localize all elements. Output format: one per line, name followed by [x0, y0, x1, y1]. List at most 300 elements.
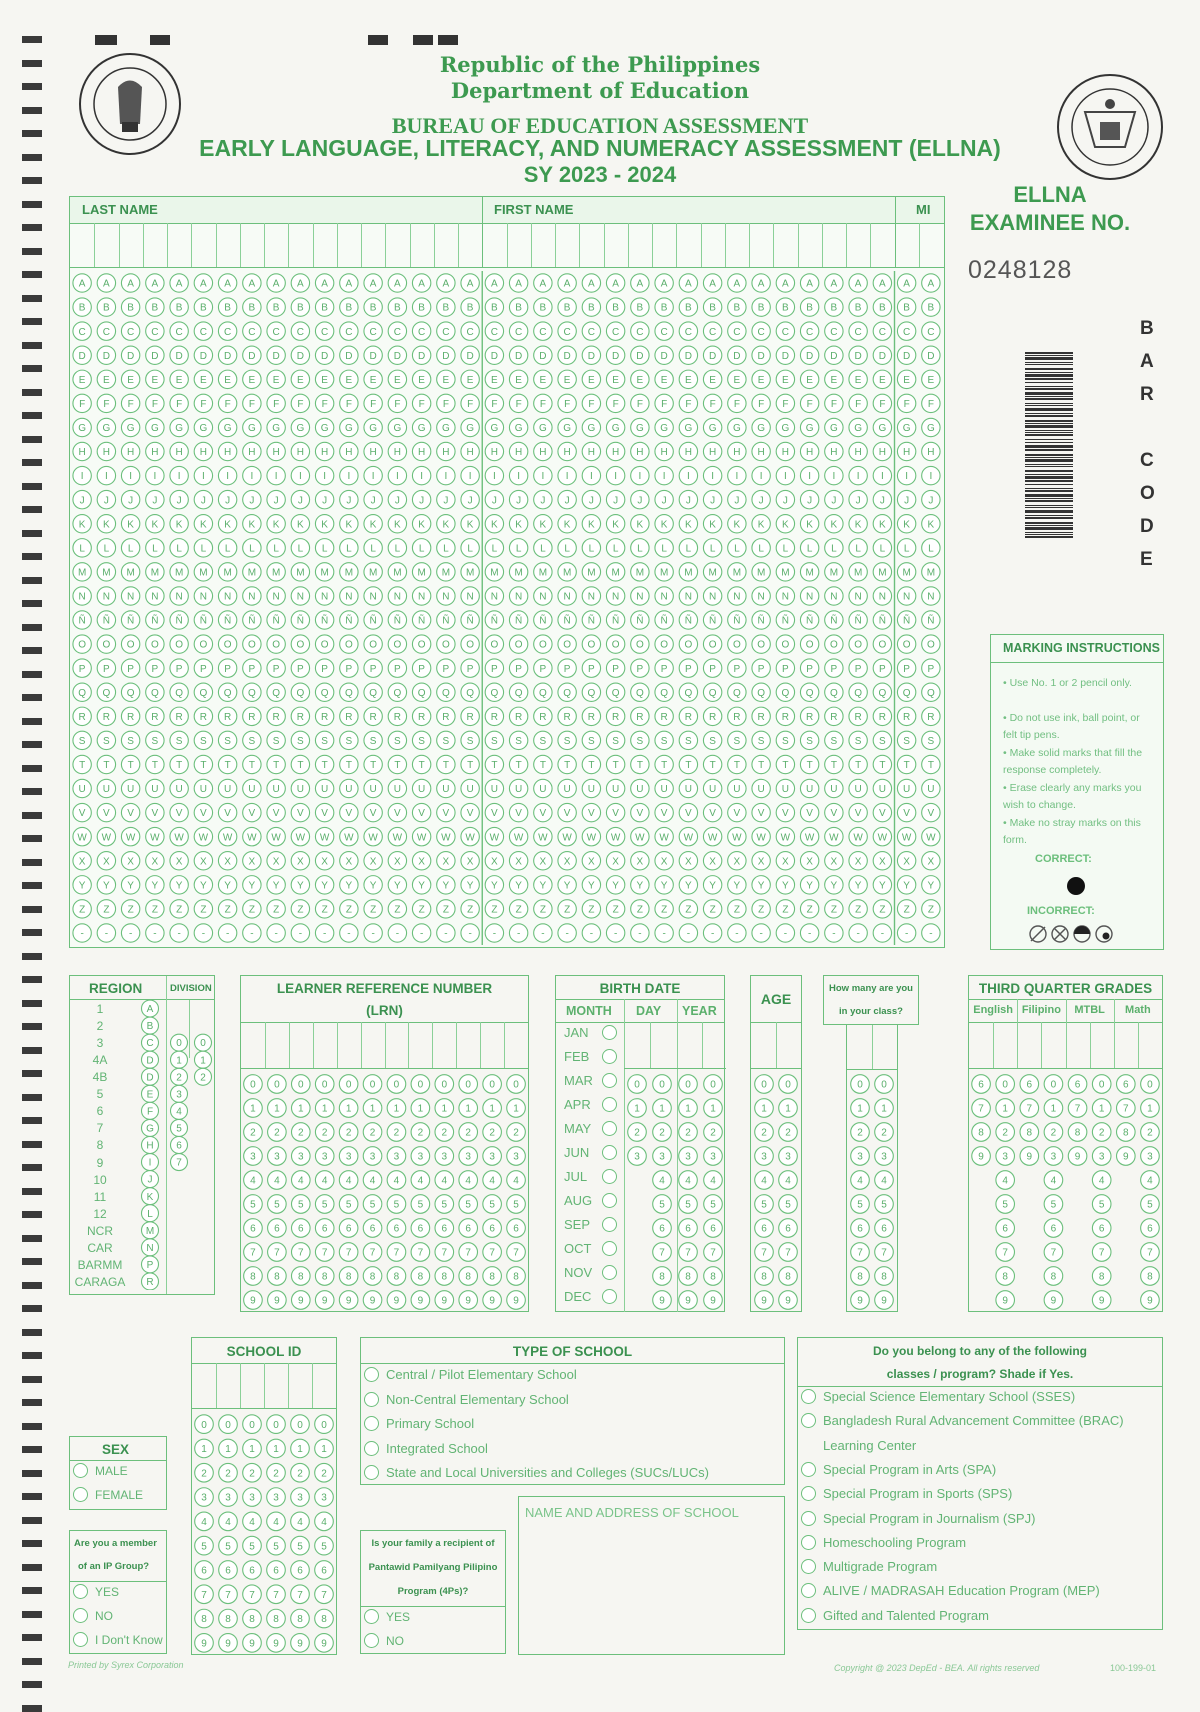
name-bubble-I[interactable]	[655, 466, 673, 484]
name-bubble-W[interactable]	[291, 827, 309, 845]
name-bubble-U[interactable]	[437, 779, 455, 797]
name-letter-cell[interactable]	[361, 223, 385, 267]
name-bubble-U[interactable]	[243, 779, 261, 797]
name-bubble-V[interactable]	[582, 803, 600, 821]
name-bubble-B[interactable]	[97, 298, 115, 316]
name-bubble-D[interactable]	[703, 346, 721, 364]
lrn-bubble[interactable]	[459, 1243, 478, 1262]
name-bubble-C[interactable]	[485, 322, 503, 340]
month-bubble[interactable]	[602, 1193, 617, 1208]
name-bubble-R[interactable]	[849, 707, 867, 725]
radio-bubble[interactable]	[801, 1511, 816, 1526]
name-bubble-X[interactable]	[73, 852, 91, 870]
name-bubble-H[interactable]	[582, 442, 600, 460]
name-bubble-J[interactable]	[267, 490, 285, 508]
name-bubble-H[interactable]	[655, 442, 673, 460]
name-bubble-J[interactable]	[800, 490, 818, 508]
name-bubble-M[interactable]	[849, 563, 867, 581]
name-bubble-C[interactable]	[655, 322, 673, 340]
birth-digit-bubble[interactable]	[653, 1075, 672, 1094]
school-type-option[interactable]	[364, 1465, 709, 1480]
name-bubble-P[interactable]	[655, 659, 673, 677]
name-bubble-M[interactable]	[825, 563, 843, 581]
name-bubble-G[interactable]	[73, 418, 91, 436]
name-bubble-J[interactable]	[509, 490, 527, 508]
name-bubble-T[interactable]	[73, 755, 91, 773]
name-bubble-D[interactable]	[121, 346, 139, 364]
name-bubble-A[interactable]	[340, 274, 358, 292]
lrn-bubble[interactable]	[387, 1147, 406, 1166]
name-bubble-F[interactable]	[412, 394, 430, 412]
name-bubble-I[interactable]	[437, 466, 455, 484]
name-bubble-U[interactable]	[291, 779, 309, 797]
name-bubble-D[interactable]	[340, 346, 358, 364]
name-bubble-V[interactable]	[315, 803, 333, 821]
name-bubble-P[interactable]	[631, 659, 649, 677]
name-bubble-Z[interactable]	[461, 900, 479, 918]
name-bubble-T[interactable]	[679, 755, 697, 773]
school-id-cell[interactable]	[288, 1363, 312, 1408]
name-bubble-K[interactable]	[509, 515, 527, 533]
name-letter-cell[interactable]	[337, 223, 361, 267]
name-bubble-Q[interactable]	[922, 683, 940, 701]
lrn-bubble[interactable]	[291, 1147, 310, 1166]
name-bubble-B[interactable]	[437, 298, 455, 316]
name-bubble-T[interactable]	[582, 755, 600, 773]
name-bubble-K[interactable]	[897, 515, 915, 533]
school-id-bubble[interactable]	[195, 1561, 214, 1580]
name-bubble-D[interactable]	[800, 346, 818, 364]
lrn-bubble[interactable]	[339, 1267, 358, 1286]
name-bubble-I[interactable]	[509, 466, 527, 484]
name-bubble--[interactable]	[146, 924, 164, 942]
name-bubble-P[interactable]	[558, 659, 576, 677]
name-bubble-A[interactable]	[825, 274, 843, 292]
name-bubble-T[interactable]	[461, 755, 479, 773]
name-bubble-K[interactable]	[73, 515, 91, 533]
name-bubble-B[interactable]	[194, 298, 212, 316]
name-bubble-F[interactable]	[121, 394, 139, 412]
name-bubble-B[interactable]	[412, 298, 430, 316]
name-bubble-K[interactable]	[776, 515, 794, 533]
name-bubble-T[interactable]	[873, 755, 891, 773]
name-bubble-N[interactable]	[218, 587, 236, 605]
name-bubble-A[interactable]	[873, 274, 891, 292]
lrn-digit-cell[interactable]	[408, 1022, 432, 1068]
name-bubble-D[interactable]	[679, 346, 697, 364]
lrn-bubble[interactable]	[459, 1219, 478, 1238]
name-bubble-M[interactable]	[655, 563, 673, 581]
program-option[interactable]	[801, 1511, 1035, 1526]
name-bubble-M[interactable]	[922, 563, 940, 581]
name-bubble-P[interactable]	[752, 659, 770, 677]
name-bubble--[interactable]	[606, 924, 624, 942]
name-bubble-T[interactable]	[388, 755, 406, 773]
name-bubble-E[interactable]	[146, 370, 164, 388]
lrn-bubble[interactable]	[411, 1243, 430, 1262]
name-bubble-F[interactable]	[97, 394, 115, 412]
name-bubble-E[interactable]	[97, 370, 115, 388]
name-bubble-E[interactable]	[315, 370, 333, 388]
radio-bubble[interactable]	[73, 1632, 88, 1647]
name-bubble-O[interactable]	[897, 635, 915, 653]
name-bubble-L[interactable]	[388, 539, 406, 557]
name-bubble-A[interactable]	[146, 274, 164, 292]
lrn-bubble[interactable]	[291, 1267, 310, 1286]
grade-ones-bubble[interactable]	[1141, 1243, 1160, 1262]
name-bubble-S[interactable]	[703, 731, 721, 749]
name-bubble--[interactable]	[243, 924, 261, 942]
name-bubble-W[interactable]	[121, 827, 139, 845]
name-bubble-G[interactable]	[485, 418, 503, 436]
lrn-bubble[interactable]	[507, 1291, 526, 1310]
name-bubble-Q[interactable]	[631, 683, 649, 701]
lrn-bubble[interactable]	[483, 1243, 502, 1262]
name-bubble-U[interactable]	[267, 779, 285, 797]
name-bubble-I[interactable]	[752, 466, 770, 484]
name-bubble-R[interactable]	[412, 707, 430, 725]
school-id-bubble[interactable]	[315, 1415, 334, 1434]
name-bubble-E[interactable]	[437, 370, 455, 388]
birth-day-year-bubbles[interactable]	[624, 1072, 726, 1312]
name-bubble--[interactable]	[776, 924, 794, 942]
name-bubble-N[interactable]	[728, 587, 746, 605]
name-bubble-V[interactable]	[897, 803, 915, 821]
name-bubble-V[interactable]	[146, 803, 164, 821]
name-bubble-G[interactable]	[194, 418, 212, 436]
name-bubble-K[interactable]	[218, 515, 236, 533]
name-bubble-B[interactable]	[388, 298, 406, 316]
name-bubble-V[interactable]	[922, 803, 940, 821]
month-bubble[interactable]	[602, 1073, 617, 1088]
age-bubble[interactable]	[779, 1195, 798, 1214]
name-bubble-S[interactable]	[437, 731, 455, 749]
name-bubble-R[interactable]	[534, 707, 552, 725]
lrn-bubble[interactable]	[363, 1075, 382, 1094]
name-bubble-L[interactable]	[558, 539, 576, 557]
name-bubble-C[interactable]	[412, 322, 430, 340]
name-bubble-F[interactable]	[897, 394, 915, 412]
name-letter-cell[interactable]	[143, 223, 167, 267]
name-bubble-F[interactable]	[776, 394, 794, 412]
name-bubble-F[interactable]	[170, 394, 188, 412]
lrn-bubble[interactable]	[507, 1147, 526, 1166]
region-bubble[interactable]	[142, 1068, 159, 1085]
name-bubble-D[interactable]	[73, 346, 91, 364]
name-bubble-K[interactable]	[679, 515, 697, 533]
lrn-bubble[interactable]	[411, 1123, 430, 1142]
name-bubble-K[interactable]	[558, 515, 576, 533]
birth-digit-bubble[interactable]	[653, 1099, 672, 1118]
name-bubble-Z[interactable]	[655, 900, 673, 918]
name-bubble-I[interactable]	[582, 466, 600, 484]
name-bubble-D[interactable]	[922, 346, 940, 364]
name-bubble-T[interactable]	[752, 755, 770, 773]
name-bubble-G[interactable]	[97, 418, 115, 436]
name-bubble-I[interactable]	[776, 466, 794, 484]
name-bubble-L[interactable]	[267, 539, 285, 557]
name-bubble-I[interactable]	[800, 466, 818, 484]
name-bubble-G[interactable]	[825, 418, 843, 436]
name-bubble-A[interactable]	[897, 274, 915, 292]
age-bubble[interactable]	[755, 1171, 774, 1190]
name-bubble--[interactable]	[315, 924, 333, 942]
name-bubble-V[interactable]	[291, 803, 309, 821]
name-bubble-W[interactable]	[752, 827, 770, 845]
name-letter-cell[interactable]	[798, 223, 822, 267]
name-bubble-E[interactable]	[461, 370, 479, 388]
name-bubble-Q[interactable]	[194, 683, 212, 701]
name-bubble-K[interactable]	[728, 515, 746, 533]
name-bubble-P[interactable]	[485, 659, 503, 677]
name-bubble-G[interactable]	[437, 418, 455, 436]
lrn-bubble[interactable]	[435, 1243, 454, 1262]
grade-tens-bubble[interactable]	[1020, 1099, 1039, 1118]
name-bubble-W[interactable]	[679, 827, 697, 845]
name-bubble-Y[interactable]	[534, 876, 552, 894]
name-bubble-U[interactable]	[703, 779, 721, 797]
name-bubble-N[interactable]	[922, 587, 940, 605]
name-bubble-Z[interactable]	[437, 900, 455, 918]
name-bubble-U[interactable]	[461, 779, 479, 797]
name-bubble-T[interactable]	[170, 755, 188, 773]
name-bubble-S[interactable]	[509, 731, 527, 749]
name-bubble-V[interactable]	[825, 803, 843, 821]
name-bubble-U[interactable]	[873, 779, 891, 797]
name-bubble-P[interactable]	[194, 659, 212, 677]
name-bubble-B[interactable]	[267, 298, 285, 316]
name-bubble-R[interactable]	[703, 707, 721, 725]
name-bubble-P[interactable]	[412, 659, 430, 677]
name-bubble-G[interactable]	[388, 418, 406, 436]
name-bubble-N[interactable]	[800, 587, 818, 605]
name-bubble-B[interactable]	[922, 298, 940, 316]
name-bubble-V[interactable]	[388, 803, 406, 821]
name-bubble-B[interactable]	[800, 298, 818, 316]
name-bubble-L[interactable]	[461, 539, 479, 557]
grade-ones-bubble[interactable]	[1092, 1171, 1111, 1190]
radio-bubble[interactable]	[801, 1583, 816, 1598]
name-bubble-H[interactable]	[509, 442, 527, 460]
name-bubble-R[interactable]	[364, 707, 382, 725]
name-bubble-H[interactable]	[340, 442, 358, 460]
name-bubble-X[interactable]	[267, 852, 285, 870]
lrn-bubble[interactable]	[387, 1075, 406, 1094]
name-bubble-C[interactable]	[897, 322, 915, 340]
lrn-bubble[interactable]	[315, 1099, 334, 1118]
lrn-bubble[interactable]	[459, 1099, 478, 1118]
grade-tens-bubble[interactable]	[1068, 1123, 1087, 1142]
name-bubble-S[interactable]	[121, 731, 139, 749]
name-bubble-W[interactable]	[485, 827, 503, 845]
name-bubble-Ñ[interactable]	[800, 611, 818, 629]
name-bubble-C[interactable]	[631, 322, 649, 340]
name-bubble-Ñ[interactable]	[388, 611, 406, 629]
name-letter-cell[interactable]	[264, 223, 288, 267]
name-bubble-V[interactable]	[606, 803, 624, 821]
name-bubble-I[interactable]	[146, 466, 164, 484]
name-bubble-H[interactable]	[267, 442, 285, 460]
name-bubble-L[interactable]	[364, 539, 382, 557]
name-bubble-Y[interactable]	[315, 876, 333, 894]
name-bubble-Z[interactable]	[340, 900, 358, 918]
name-bubble-U[interactable]	[849, 779, 867, 797]
name-bubble-Ñ[interactable]	[922, 611, 940, 629]
name-bubble-K[interactable]	[412, 515, 430, 533]
name-bubble-Z[interactable]	[146, 900, 164, 918]
class-size-bubble[interactable]	[851, 1075, 870, 1094]
name-bubble-Y[interactable]	[558, 876, 576, 894]
name-bubble-F[interactable]	[703, 394, 721, 412]
name-bubble-M[interactable]	[703, 563, 721, 581]
school-id-bubble[interactable]	[219, 1415, 238, 1434]
name-bubble-R[interactable]	[121, 707, 139, 725]
name-bubble-Q[interactable]	[412, 683, 430, 701]
name-bubble-F[interactable]	[679, 394, 697, 412]
name-bubble-N[interactable]	[582, 587, 600, 605]
age-bubble[interactable]	[755, 1243, 774, 1262]
name-bubble-Q[interactable]	[315, 683, 333, 701]
month-option[interactable]	[564, 1241, 617, 1256]
lrn-bubble[interactable]	[483, 1219, 502, 1238]
grade-ones-bubble[interactable]	[1044, 1075, 1063, 1094]
name-bubble-Y[interactable]	[849, 876, 867, 894]
name-bubble-M[interactable]	[73, 563, 91, 581]
name-bubble-L[interactable]	[315, 539, 333, 557]
age-bubble[interactable]	[755, 1075, 774, 1094]
region-bubble[interactable]	[142, 1102, 159, 1119]
name-bubble-U[interactable]	[146, 779, 164, 797]
name-bubble-D[interactable]	[364, 346, 382, 364]
name-bubble-X[interactable]	[679, 852, 697, 870]
school-id-bubble[interactable]	[219, 1609, 238, 1628]
birth-digit-bubble[interactable]	[628, 1123, 647, 1142]
name-bubble-B[interactable]	[534, 298, 552, 316]
name-bubble-Ñ[interactable]	[582, 611, 600, 629]
name-bubble-I[interactable]	[121, 466, 139, 484]
name-bubble-K[interactable]	[388, 515, 406, 533]
name-bubble-E[interactable]	[752, 370, 770, 388]
name-bubble-M[interactable]	[412, 563, 430, 581]
name-bubble-Y[interactable]	[291, 876, 309, 894]
lrn-bubble[interactable]	[435, 1147, 454, 1166]
name-bubble-Y[interactable]	[873, 876, 891, 894]
name-bubble-V[interactable]	[631, 803, 649, 821]
name-letter-cell[interactable]	[725, 223, 749, 267]
school-id-bubble[interactable]	[315, 1634, 334, 1653]
name-bubble-H[interactable]	[873, 442, 891, 460]
name-bubble-A[interactable]	[849, 274, 867, 292]
name-bubble-A[interactable]	[315, 274, 333, 292]
lrn-bubble[interactable]	[483, 1171, 502, 1190]
lrn-bubble[interactable]	[483, 1075, 502, 1094]
name-bubble-F[interactable]	[922, 394, 940, 412]
name-bubble-L[interactable]	[606, 539, 624, 557]
name-bubble-H[interactable]	[631, 442, 649, 460]
name-bubble--[interactable]	[897, 924, 915, 942]
name-bubble-B[interactable]	[849, 298, 867, 316]
class-size-bubble[interactable]	[875, 1195, 894, 1214]
name-bubble-E[interactable]	[73, 370, 91, 388]
class-size-bubble[interactable]	[851, 1291, 870, 1310]
name-bubble-G[interactable]	[655, 418, 673, 436]
name-bubble-M[interactable]	[873, 563, 891, 581]
name-bubble-Z[interactable]	[776, 900, 794, 918]
grade-ones-bubble[interactable]	[996, 1075, 1015, 1094]
lrn-bubble[interactable]	[483, 1123, 502, 1142]
grade-tens-bubble[interactable]	[1068, 1075, 1087, 1094]
name-bubble-X[interactable]	[582, 852, 600, 870]
name-bubble-A[interactable]	[631, 274, 649, 292]
name-letter-cell[interactable]	[94, 223, 118, 267]
name-bubble-N[interactable]	[340, 587, 358, 605]
name-bubble-O[interactable]	[922, 635, 940, 653]
name-bubble-Y[interactable]	[412, 876, 430, 894]
name-bubble-X[interactable]	[388, 852, 406, 870]
lrn-digit-cell[interactable]	[432, 1022, 456, 1068]
name-bubble-R[interactable]	[461, 707, 479, 725]
name-bubble-X[interactable]	[800, 852, 818, 870]
lrn-bubble[interactable]	[411, 1171, 430, 1190]
name-bubble-Ñ[interactable]	[825, 611, 843, 629]
division-bubble[interactable]	[171, 1068, 188, 1085]
name-bubble--[interactable]	[728, 924, 746, 942]
name-bubble-A[interactable]	[267, 274, 285, 292]
school-id-bubble[interactable]	[219, 1561, 238, 1580]
lrn-bubble[interactable]	[244, 1267, 263, 1286]
name-bubble-S[interactable]	[606, 731, 624, 749]
name-bubble-Ñ[interactable]	[752, 611, 770, 629]
name-bubble-Ñ[interactable]	[849, 611, 867, 629]
name-bubble-N[interactable]	[97, 587, 115, 605]
name-bubble-M[interactable]	[170, 563, 188, 581]
class-size-bubble[interactable]	[851, 1195, 870, 1214]
name-bubble-J[interactable]	[606, 490, 624, 508]
region-bubble[interactable]	[142, 1273, 159, 1290]
name-bubble-Ñ[interactable]	[291, 611, 309, 629]
name-bubble--[interactable]	[412, 924, 430, 942]
name-bubble-Z[interactable]	[679, 900, 697, 918]
region-bubble[interactable]	[142, 1239, 159, 1256]
class-size-bubble[interactable]	[875, 1219, 894, 1238]
name-bubble-K[interactable]	[267, 515, 285, 533]
name-bubble-C[interactable]	[776, 322, 794, 340]
name-bubble-J[interactable]	[73, 490, 91, 508]
name-bubble--[interactable]	[873, 924, 891, 942]
division-bubble[interactable]	[171, 1102, 188, 1119]
name-bubble-S[interactable]	[873, 731, 891, 749]
name-bubble-Q[interactable]	[267, 683, 285, 701]
name-bubble-N[interactable]	[194, 587, 212, 605]
name-bubble-T[interactable]	[340, 755, 358, 773]
name-bubble-F[interactable]	[825, 394, 843, 412]
grade-ones-bubble[interactable]	[1092, 1195, 1111, 1214]
name-bubble-E[interactable]	[582, 370, 600, 388]
grade-bubbles[interactable]	[969, 1072, 1162, 1312]
radio-bubble[interactable]	[364, 1441, 379, 1456]
name-bubble-S[interactable]	[776, 731, 794, 749]
name-bubble-M[interactable]	[340, 563, 358, 581]
lrn-bubble[interactable]	[507, 1195, 526, 1214]
name-bubble-E[interactable]	[800, 370, 818, 388]
name-bubble-M[interactable]	[461, 563, 479, 581]
division-bubble[interactable]	[171, 1051, 188, 1068]
grade-ones-bubble[interactable]	[1141, 1219, 1160, 1238]
name-bubble-I[interactable]	[679, 466, 697, 484]
name-bubble-D[interactable]	[218, 346, 236, 364]
name-bubble-B[interactable]	[485, 298, 503, 316]
name-bubble-I[interactable]	[291, 466, 309, 484]
